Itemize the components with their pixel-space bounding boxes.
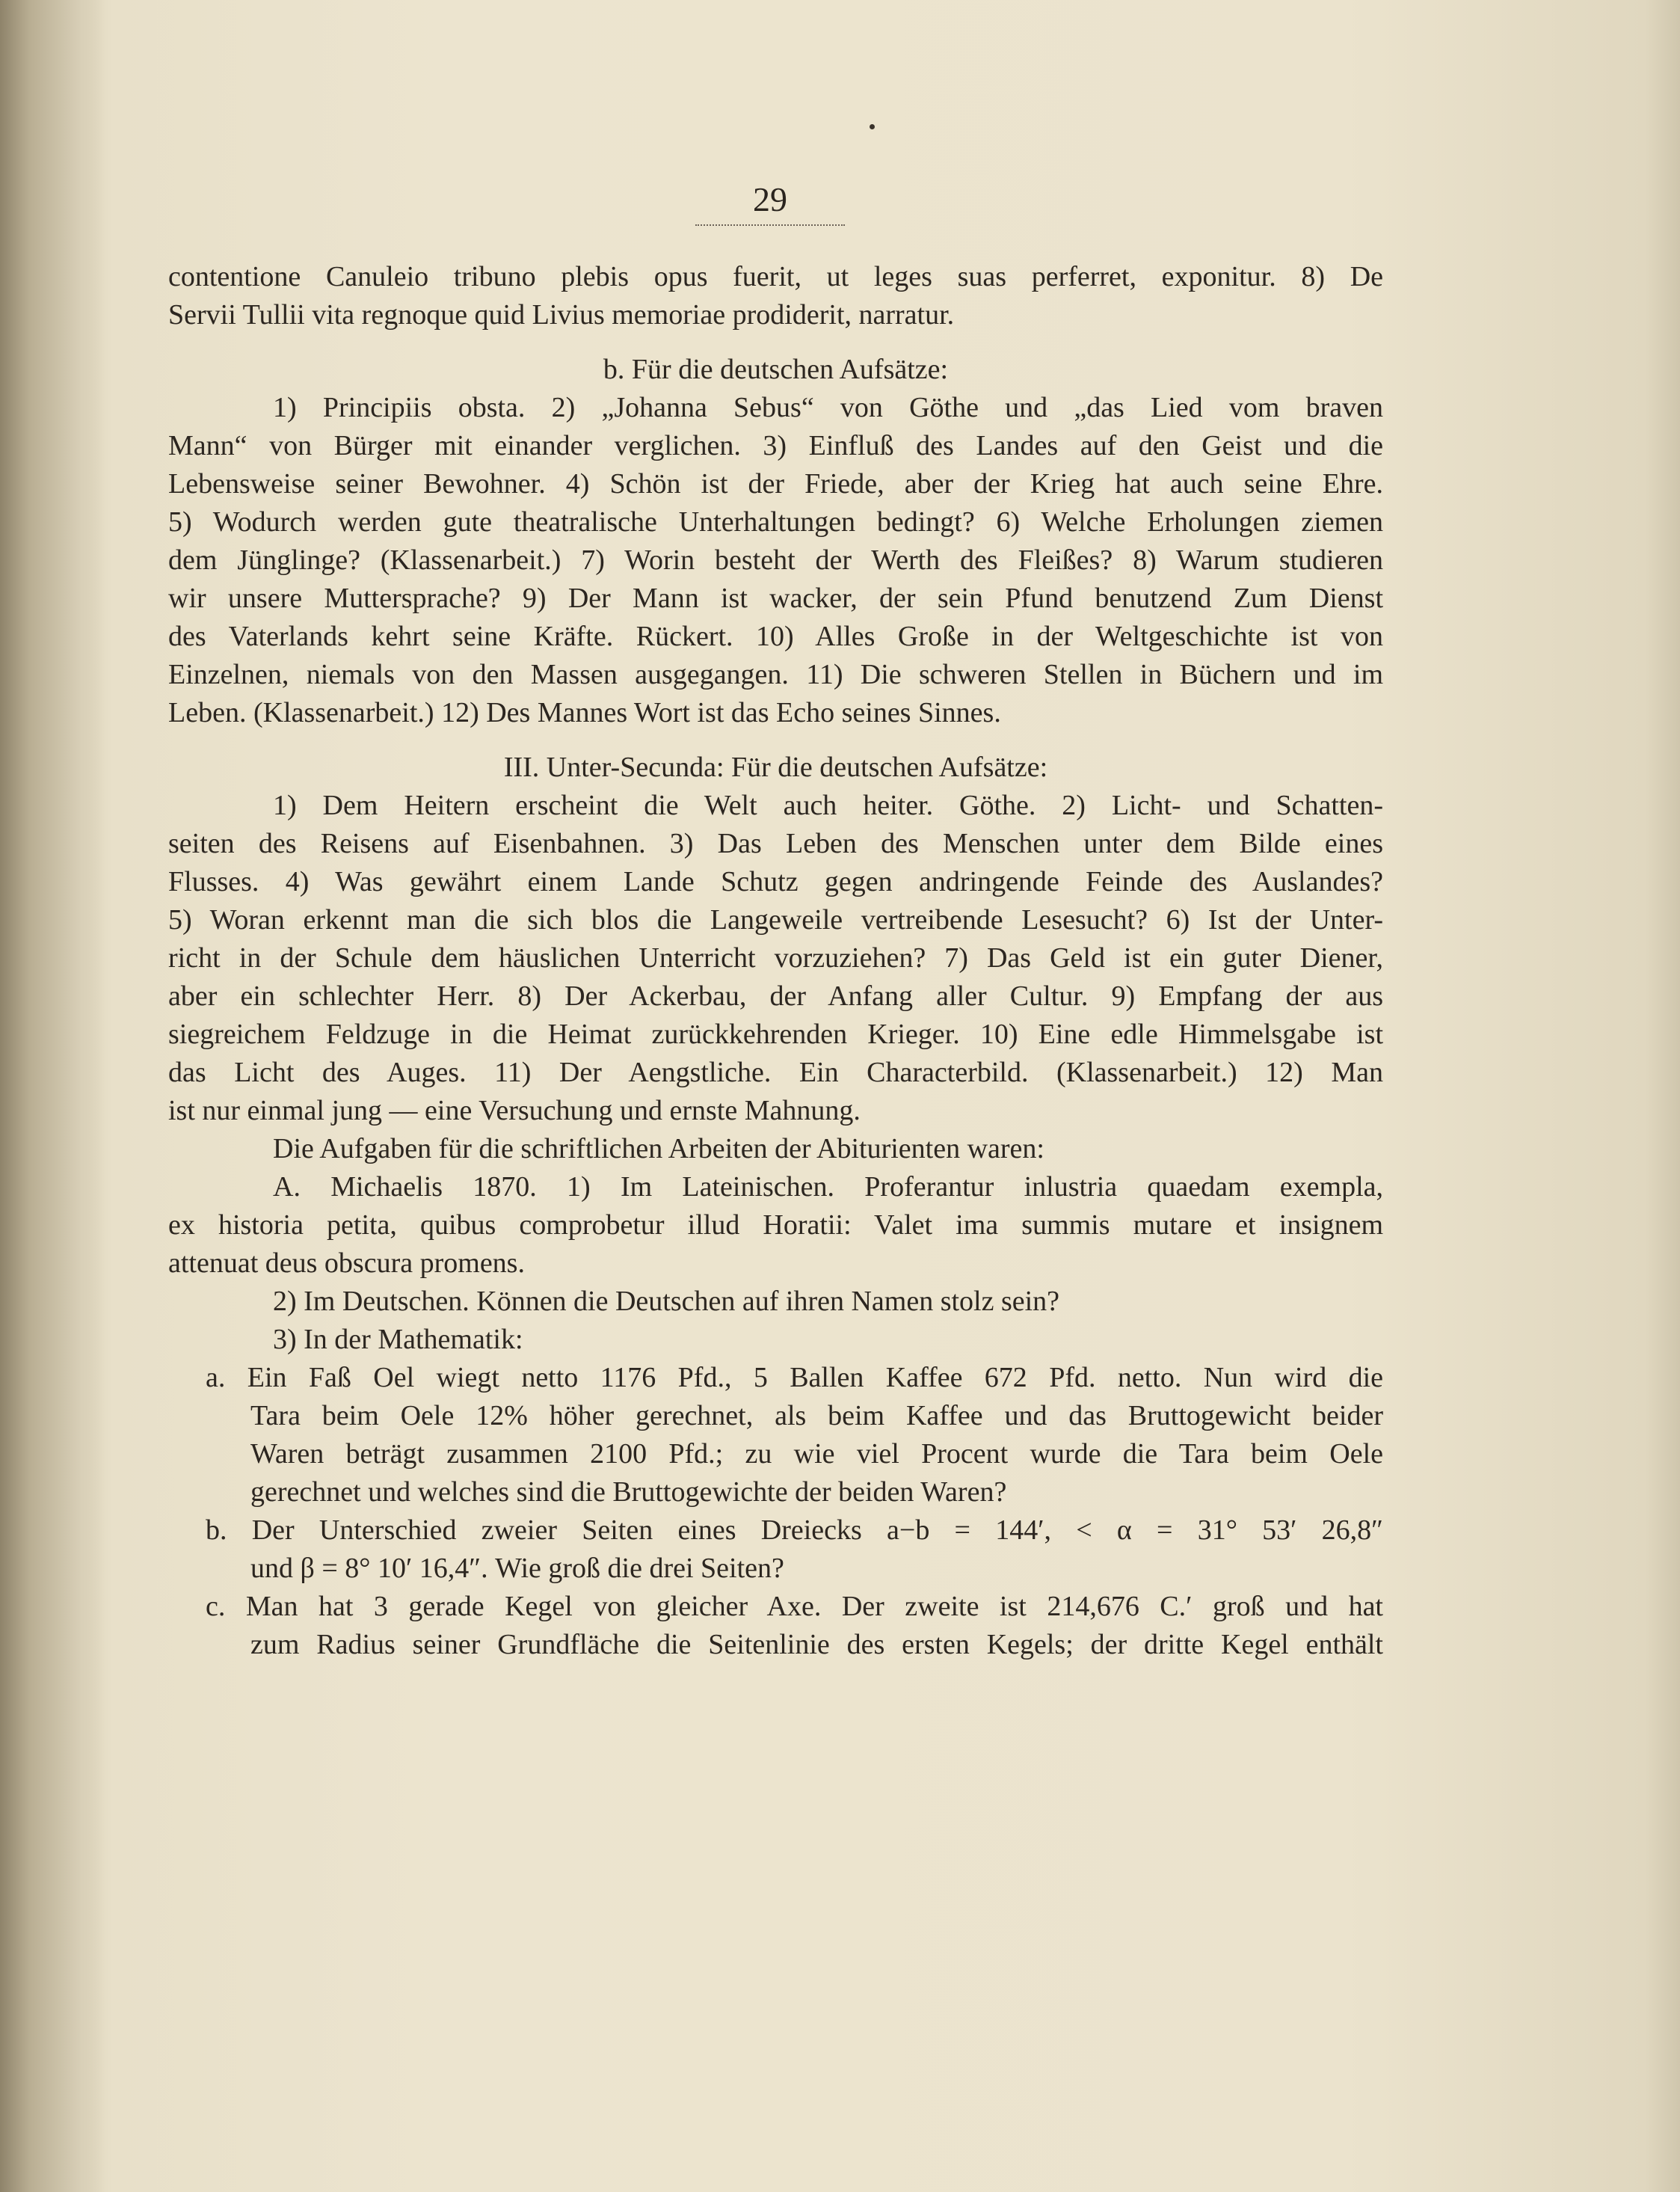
text-line: 5) Woran erkennt man die sich blos die Langeweile vertreibende Lesesucht? 6) Ist der Unter- (168, 904, 1383, 936)
text-line: contentione Canuleio tribuno plebis opus fuerit, ut leges suas perferret, exponitur. 8) De (168, 261, 1383, 292)
page-number-rule (695, 224, 845, 230)
text-line: des Vaterlands kehrt seine Kräfte. Rückert. 10) Alles Große in der Weltgeschichte ist von (168, 621, 1383, 652)
text-line: Mann“ von Bürger mit einander verglichen. 3) Einfluß des Landes auf den Geist und die (168, 430, 1383, 461)
page-body (168, 258, 1383, 1664)
text-line: Flusses. 4) Was gewährt einem Lande Schutz gegen andringende Feinde des Auslandes? (168, 866, 1383, 897)
text-line: richt in der Schule dem häuslichen Unterricht vorzuziehen? 7) Das Geld ist ein guter Diener, (168, 942, 1383, 974)
text-line: siegreichem Feldzuge in die Heimat zurückkehrenden Krieger. 10) Eine edle Himmelsgabe ist (168, 1019, 1383, 1050)
text-line: ist nur einmal jung — eine Versuchung und ernste Mahnung. (168, 1095, 861, 1126)
text-line: wir unsere Muttersprache? 9) Der Mann ist wacker, der sein Pfund benutzend Zum Dienst (168, 583, 1383, 614)
math-item-a: a. Ein Faß Oel wiegt netto 1176 Pfd., 5 Ballen Kaffee 672 Pfd. netto. Nun wird die (206, 1362, 1383, 1393)
ink-spot (870, 124, 875, 129)
text-line: das Licht des Auges. 11) Der Aengstliche. Ein Characterbild. (Klassenarbeit.) 12) Man (168, 1057, 1383, 1088)
book-gutter (0, 0, 105, 2192)
text-line: 3) In der Mathematik: (273, 1324, 523, 1355)
text-line: 5) Wodurch werden gute theatralische Unterhaltungen bedingt? 6) Welche Erholungen ziemen (168, 506, 1383, 538)
text-line: ex historia petita, quibus comprobetur illud Horatii: Valet ima summis mutare et insignem (168, 1209, 1383, 1241)
math-item-c: c. Man hat 3 gerade Kegel von gleicher Axe. Der zweite ist 214,676 C.′ groß und hat (206, 1591, 1383, 1622)
text-line: Einzelnen, niemals von den Massen ausgegangen. 11) Die schweren Stellen in Büchern und im (168, 659, 1383, 690)
text-line: zum Radius seiner Grundfläche die Seitenlinie des ersten Kegels; der dritte Kegel enthält (250, 1629, 1383, 1660)
math-item-b: b. Der Unterschied zweier Seiten eines Dreiecks a−b = 144′, < α = 31° 53′ 26,8″ (206, 1514, 1383, 1546)
text-line: 2) Im Deutschen. Können die Deutschen auf ihren Namen stolz sein? (273, 1286, 1060, 1317)
text-line: attenuat deus obscura promens. (168, 1247, 525, 1279)
text-line: A. Michaelis 1870. 1) Im Lateinischen. Proferantur inlustria quaedam exempla, (273, 1171, 1383, 1203)
text-line: Servii Tullii vita regnoque quid Livius memoriae prodiderit, narratur. (168, 299, 955, 331)
text-line: Lebensweise seiner Bewohner. 4) Schön ist der Friede, aber der Krieg hat auch seine Ehre. (168, 468, 1383, 500)
text-line: 1) Principiis obsta. 2) „Johanna Sebus“ von Göthe und „das Lied vom braven (273, 392, 1383, 423)
text-line: aber ein schlechter Herr. 8) Der Ackerbau, der Anfang aller Cultur. 9) Empfang der aus (168, 980, 1383, 1012)
section-heading: b. Für die deutschen Aufsätze: (603, 354, 949, 385)
text-line: dem Jünglinge? (Klassenarbeit.) 7) Worin besteht der Werth des Fleißes? 8) Warum studieren (168, 544, 1383, 576)
page-number: 29 (753, 180, 787, 218)
text-line: Tara beim Oele 12% höher gerechnet, als beim Kaffee und das Bruttogewicht beider (250, 1400, 1383, 1431)
text-line: Waren beträgt zusammen 2100 Pfd.; zu wie viel Procent wurde die Tara beim Oele (250, 1438, 1383, 1470)
text-line: Leben. (Klassenarbeit.) 12) Des Mannes Wort ist das Echo seines Sinnes. (168, 697, 1001, 728)
text-line: gerechnet und welches sind die Bruttogewichte der beiden Waren? (250, 1476, 1007, 1508)
text-line: und β = 8° 10′ 16,4″. Wie groß die drei Seiten? (250, 1553, 784, 1584)
text-line: 1) Dem Heitern erscheint die Welt auch heiter. Göthe. 2) Licht- und Schatten- (273, 790, 1383, 821)
section-heading: III. Unter-Secunda: Für die deutschen Aufsätze: (503, 752, 1048, 783)
text-line: seiten des Reisens auf Eisenbahnen. 3) Das Leben des Menschen unter dem Bilde eines (168, 828, 1383, 859)
text-line: Die Aufgaben für die schriftlichen Arbeiten der Abiturienten waren: (273, 1133, 1044, 1164)
